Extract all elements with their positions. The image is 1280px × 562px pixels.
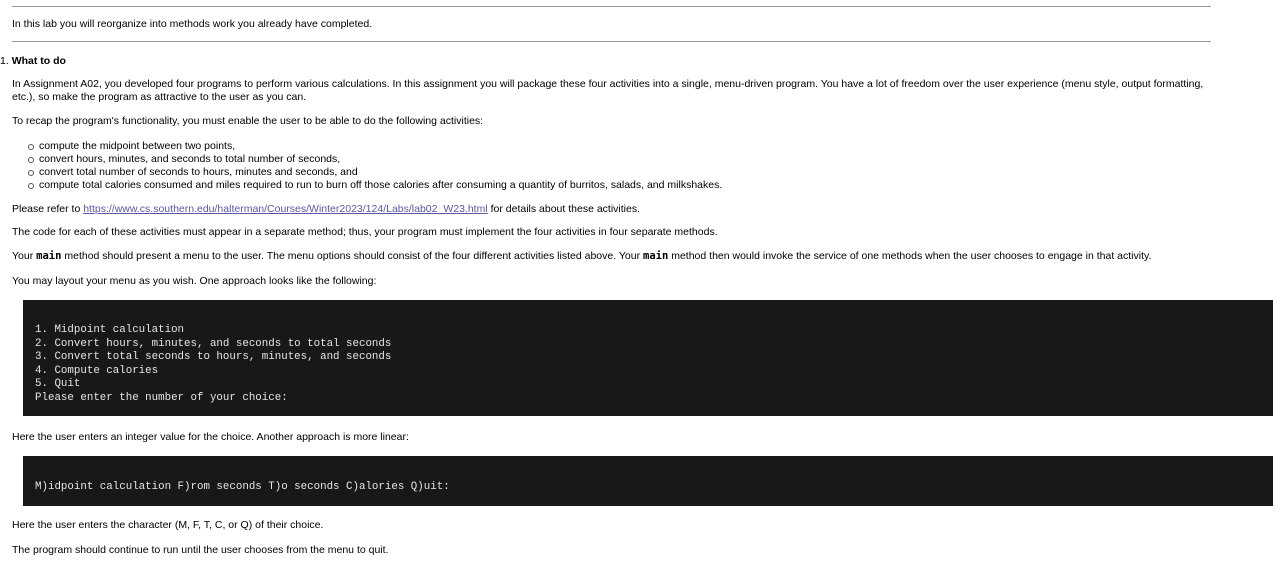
paragraph-integer-choice: Here the user enters an integer value for the choice. Another approach is more linear: [12,431,409,443]
paragraph-assignment: In Assignment A02, you developed four programs to perform various calculations. In this assignment you will package these four activities into a single, menu-driven program. You have a lot of freedom over the user experience (menu style, output formatting, etc.), so make the program as attractive to the user as you can. [12,78,1204,103]
bullet-icon [28,144,34,150]
refer-text-before: Please refer to [12,203,84,215]
bullet-icon [28,170,34,176]
menu-code-block [23,300,1273,416]
main-keyword: main [643,250,669,262]
top-rule [12,6,1211,7]
main-text-3: method then would invoke the service of one methods when the user chooses to engage in that activity. [668,250,1152,262]
code-line: 5. Quit [35,378,81,391]
lab-link[interactable]: https://www.cs.southern.edu/halterman/Courses/Winter2023/124/Labs/lab02_W23.html [83,203,488,215]
paragraph-recap: To recap the program's functionality, you must enable the user to be able to do the following activities: [12,115,484,127]
code-line: 3. Convert total seconds to hours, minutes, and seconds [35,351,392,364]
paragraph-character-choice: Here the user enters the character (M, F, T, C, or Q) of their choice. [12,519,324,531]
intro-text: In this lab you will reorganize into methods work you already have completed. [12,18,373,30]
list-item [24,140,722,153]
list-item-text: compute total calories consumed and miles required to run to burn off those calories after consuming a quantity of burritos, salads, and milkshakes. [39,179,723,191]
main-text-1: Your [12,250,37,262]
list-item [24,166,722,179]
list-item [24,179,722,192]
code-line: 1. Midpoint calculation [35,324,185,336]
list-item-text: convert total number of seconds to hours, minutes and seconds, and [39,166,358,178]
main-text-2: method should present a menu to the user. The menu options should consist of the four different activities listed above. Your [61,250,643,262]
refer-text-after: for details about these activities. [487,203,641,215]
bullet-icon [28,157,34,163]
list-item-text: convert hours, minutes, and seconds to total number of seconds, [39,153,341,165]
paragraph-separate-methods: The code for each of these activities must appear in a separate method; thus, your program must implement the four activities in four separate methods. [12,226,718,238]
bullet-icon [28,183,34,189]
list-item-text: compute the midpoint between two points, [39,140,236,152]
paragraph-refer [12,203,640,216]
code-line: 2. Convert hours, minutes, and seconds to total seconds [35,337,392,350]
paragraph-layout: You may layout your menu as you wish. One approach looks like the following: [12,275,377,287]
code-line: 4. Compute calories [35,364,159,377]
linear-menu-code-block [23,456,1273,506]
activity-list [24,140,722,192]
section-title: What to do [11,55,66,67]
code-line: Please enter the number of your choice: [35,391,288,404]
paragraph-main-method [12,250,1151,263]
code-line: M)idpoint calculation F)rom seconds T)o seconds C)alories Q)uit: [35,481,450,493]
main-keyword: main [36,250,62,262]
section-rule [12,41,1211,42]
list-item [24,153,722,166]
paragraph-continue: The program should continue to run until the user chooses from the menu to quit. [12,544,389,556]
section-number: 1. [0,55,9,67]
section-heading [0,55,66,68]
